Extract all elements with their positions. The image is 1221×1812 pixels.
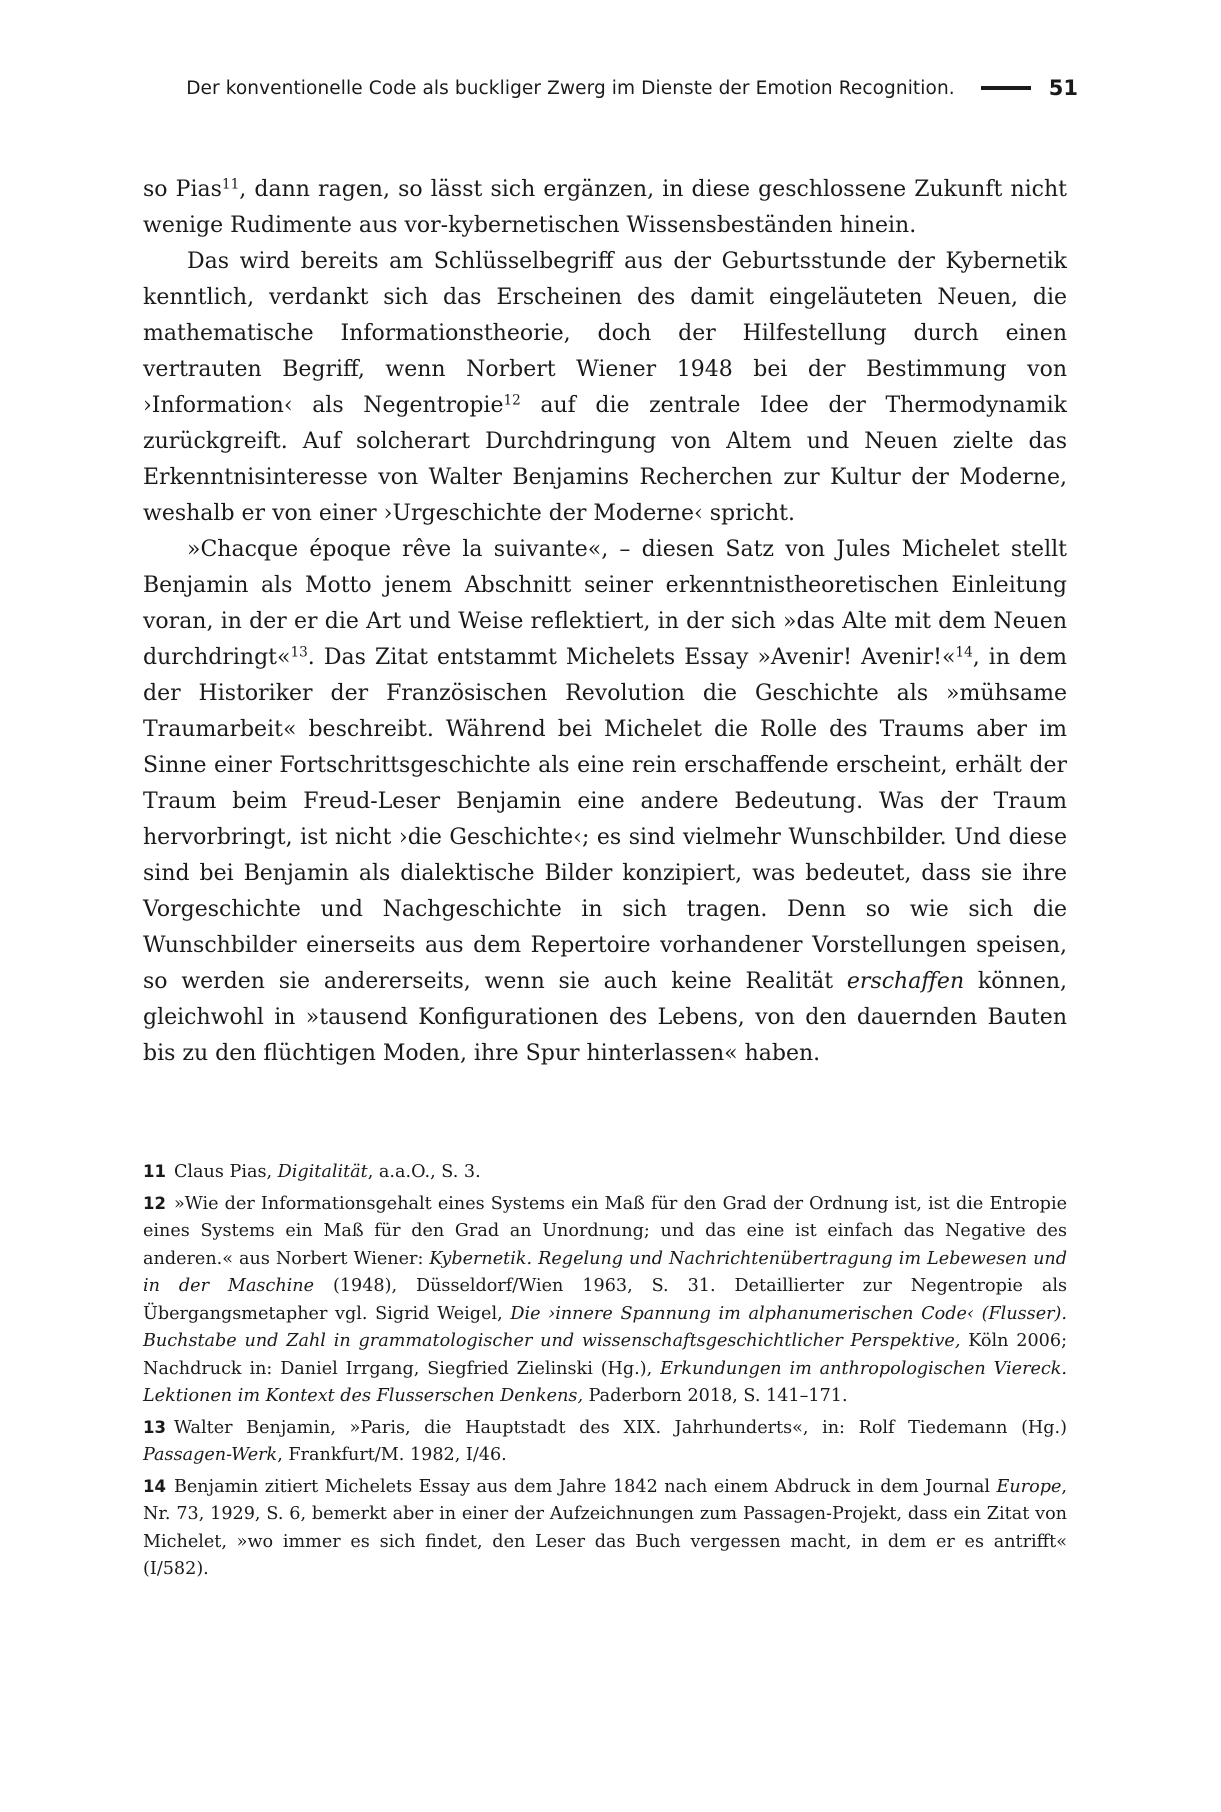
footnote-ref-14[interactable]: 14 bbox=[955, 644, 973, 661]
text-run: Claus Pias, bbox=[173, 1162, 278, 1182]
footnote-ref-11[interactable]: 11 bbox=[221, 176, 240, 193]
running-title: Der konventionelle Code als buckliger Zwerg im Dienste der Emotion Recognition. bbox=[186, 77, 955, 99]
emphasis: Digitalität bbox=[277, 1162, 368, 1182]
emphasis: Europe bbox=[996, 1476, 1062, 1497]
footnote-ref-13[interactable]: 13 bbox=[290, 644, 308, 661]
footnote-number: 14 bbox=[143, 1476, 166, 1496]
paragraph-1 bbox=[143, 172, 1067, 244]
footnote-11 bbox=[143, 1158, 1067, 1187]
footnote-number: 12 bbox=[143, 1193, 166, 1213]
text-run: . Das Zitat entstammt Michelets Essay »Avenir! Avenir!« bbox=[307, 645, 956, 670]
footnotes bbox=[143, 1158, 1067, 1587]
running-header bbox=[143, 68, 1078, 108]
text-run: »Chacque époque rêve la suivante«, – diesen Satz von Jules Michelet stellt Benjamin als Motto jenem Abschnitt seiner erkenntnistheoretischen Einleitung voran, in der er die Art und Weise reflektiert, in der sich »das Alte mit dem Neuen durchdringt« bbox=[143, 537, 1067, 670]
text-run: Paderborn 2018, S. 141–171. bbox=[583, 1386, 848, 1406]
footnote-12 bbox=[143, 1190, 1067, 1411]
header-rule bbox=[981, 86, 1031, 90]
paragraph-3 bbox=[143, 532, 1067, 1072]
footnote-14 bbox=[143, 1473, 1067, 1584]
text-run: , dann ragen, so lässt sich ergänzen, in diese geschlossene Zukunft nicht wenige Rudimente aus vor-kybernetischen Wissensbeständen hinein. bbox=[143, 177, 1068, 238]
footnote-ref-12[interactable]: 12 bbox=[503, 392, 521, 409]
text-run: (1948), Düsseldorf/Wien 1963, S. 31. Detaillierter zur Negentropie als Übergangsmetapher vgl. Sigrid Weigel, bbox=[143, 1276, 1067, 1324]
text-run: so Pias bbox=[143, 177, 222, 202]
text-run: , in dem der Historiker der Französischen Revolution die Geschichte als »mühsame Traumarbeit« beschreibt. Während bei Michelet die Rolle des Traums aber im Sinne einer Fortschrittsgeschichte als eine rein erschaffende erscheint, erhält der Traum beim Freud-Leser Benjamin eine andere Bedeutung. Was der Traum hervorbringt, ist nicht ›die Geschichte‹; es sind vielmehr Wunschbilder. Und diese sind bei Benjamin als dialektische Bilder konzipiert, was bedeutet, dass sie ihre Vorgeschichte und Nachgeschichte in sich tragen. Denn so wie sich die Wunschbilder einerseits aus dem Repertoire vorhandener Vorstellungen speisen, so werden sie andererseits, wenn sie auch keine Realität bbox=[143, 645, 1067, 994]
text-run: , Nr. 73, 1929, S. 6, bemerkt aber in einer der Aufzeichnungen zum Passagen-Projekt, dass ein Zitat von Michelet, »wo immer es sich findet, den Leser das Buch vergessen macht, in dem er es antrifft« (I/582). bbox=[143, 1476, 1067, 1579]
emphasis: erschaffen bbox=[846, 969, 965, 994]
emphasis: Kybernetik. Regelung und Nachrichtenübertragung im Lebewesen und in der Maschine bbox=[143, 1248, 1067, 1296]
text-run: , Frankfurt/M. 1982, I/46. bbox=[277, 1445, 507, 1465]
text-run: Köln 2006; Nachdruck in: Daniel Irrgang, Siegfried Zielinski (Hg.), bbox=[143, 1331, 1067, 1379]
footnote-13 bbox=[143, 1414, 1067, 1470]
text-run: können, gleichwohl in »tausend Konfigurationen des Lebens, von den dauernden Bauten bis zu den flüchtigen Moden, ihre Spur hinterlassen« haben. bbox=[143, 969, 1067, 1066]
main-text bbox=[143, 172, 1067, 1072]
paragraph-2 bbox=[143, 244, 1067, 532]
text-run: auf die zentrale Idee der Thermodynamik zurückgreift. Auf solcherart Durchdringung von Altem und Neuen zielte das Erkenntnisinteresse von Walter Benjamins Recherchen zur Kultur der Moderne, weshalb er von einer ›Urgeschichte der Moderne‹ spricht. bbox=[143, 393, 1068, 526]
footnote-number: 11 bbox=[143, 1162, 166, 1181]
emphasis: Erkundungen im anthropologischen Viereck. Lektionen im Kontext des Flusserschen Denkens, bbox=[143, 1358, 1067, 1406]
footnote-number: 13 bbox=[143, 1417, 166, 1437]
text-run: Das wird bereits am Schlüsselbegriff aus der Geburtsstunde der Kybernetik kenntlich, verdankt sich das Erscheinen des damit eingeläuteten Neuen, die mathematische Informationstheorie, doch der Hilfestellung durch einen vertrauten Begriff, wenn Norbert Wiener 1948 bei der Bestimmung von ›Information‹ als Negentropie bbox=[143, 249, 1067, 418]
text-run: , a.a.O., S. 3. bbox=[367, 1162, 481, 1182]
text-run: Benjamin zitiert Michelets Essay aus dem Jahre 1842 nach einem Abdruck in dem Journal bbox=[173, 1476, 997, 1497]
text-run: »Wie der Informationsgehalt eines Systems ein Maß für den Grad der Ordnung ist, ist die Entropie eines Systems ein Maß für den Grad an Unordnung; und das eine ist einfach das Negative des anderen.« aus Norbert Wiener: bbox=[143, 1193, 1067, 1269]
emphasis: Passagen-Werk bbox=[143, 1445, 278, 1465]
page-number: 51 bbox=[1048, 76, 1078, 100]
text-run: Walter Benjamin, »Paris, die Hauptstadt des XIX. Jahrhunderts«, in: Rolf Tiedemann (Hg.) bbox=[173, 1417, 1067, 1438]
emphasis: Die ›innere Spannung im alphanumerischen Code‹ (Flusser). Buchstabe und Zahl in grammatologischer und wissenschaftsgeschichtlicher Perspektive, bbox=[143, 1303, 1067, 1351]
